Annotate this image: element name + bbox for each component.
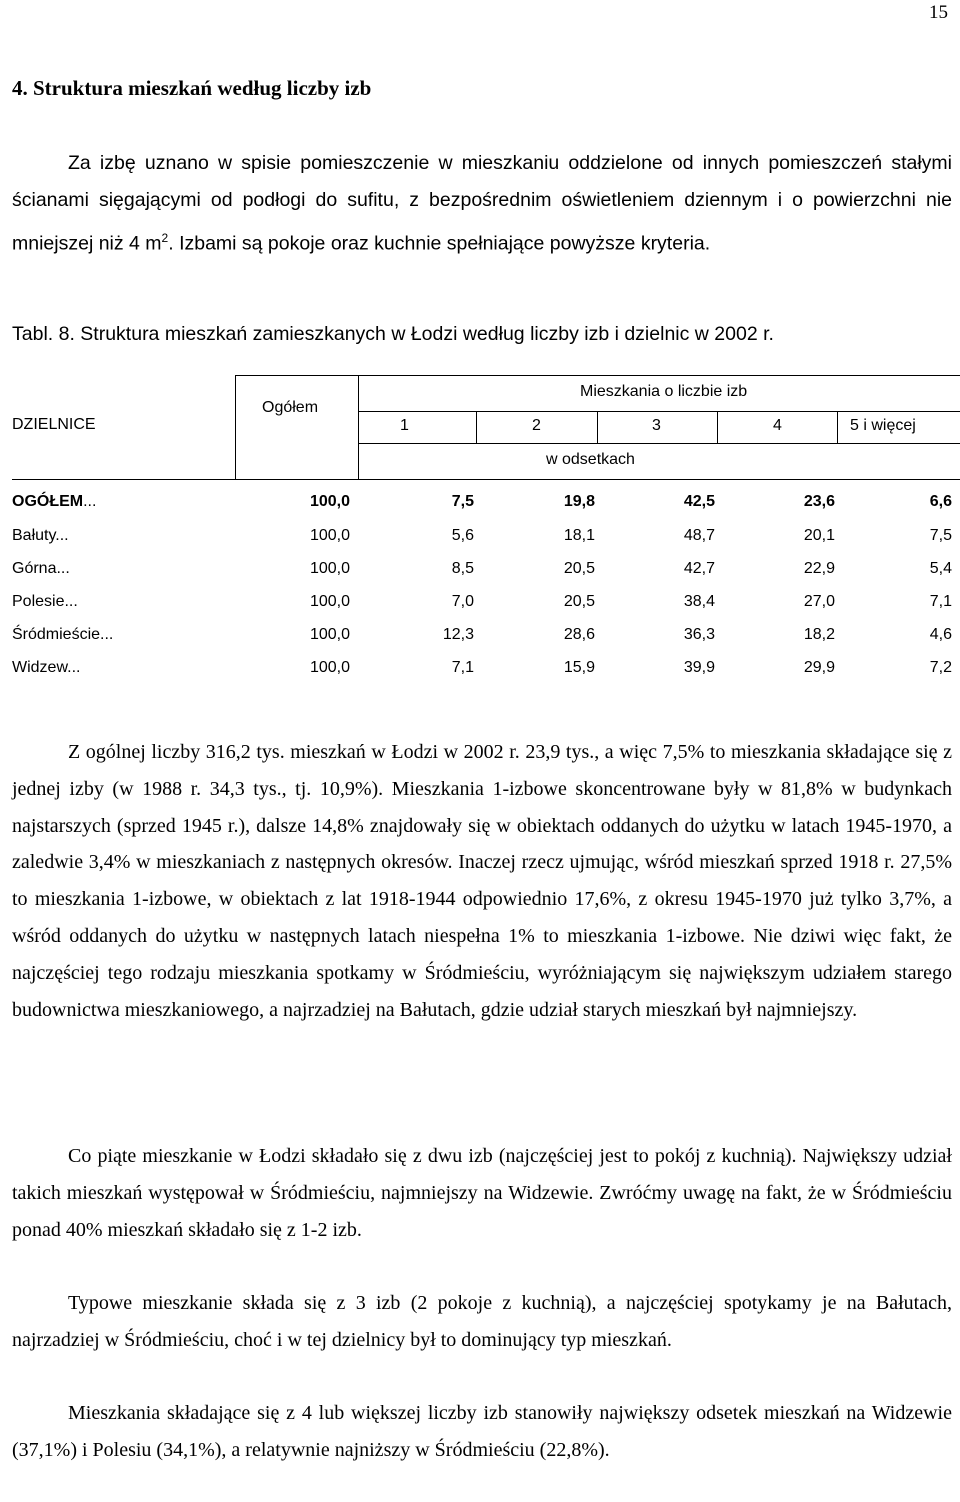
header-divider-6 bbox=[837, 411, 838, 443]
header-divider-3 bbox=[476, 411, 477, 443]
intro-text: Za izbę uznano w spisie pomieszczenie w mieszkaniu oddzielone od innych pomieszczeń stałymi ścianami sięgającymi od podłogi do sufitu, z bezpośrednim oświetleniem dziennym i o powierzchni nie mniejszej niż 4 m bbox=[12, 152, 952, 255]
body-paragraph-4: Mieszkania składające się z 4 lub większej liczby izb stanowiły największy odsetek mieszkań na Widzewie (37,1%) i Polesiu (34,1%), a relatywnie najniższy w Śródmieściu (22,8%). bbox=[12, 1402, 952, 1461]
row-name: Górna... bbox=[12, 560, 70, 577]
cell-rooms-4: 20,1 bbox=[803, 527, 835, 544]
cell-rooms-1: 5,6 bbox=[451, 527, 474, 544]
cell-rooms-1: 7,1 bbox=[451, 659, 474, 676]
header-district: DZIELNICE bbox=[12, 416, 96, 433]
header-rooms-2: 2 bbox=[532, 417, 541, 434]
cell-rooms-5-plus: 4,6 bbox=[929, 626, 952, 643]
table-row bbox=[12, 560, 960, 593]
rooms-structure-table bbox=[12, 375, 960, 690]
cell-rooms-4: 22,9 bbox=[803, 560, 835, 577]
header-rooms-5-plus: 5 i więcej bbox=[850, 417, 916, 434]
cell-rooms-1: 8,5 bbox=[451, 560, 474, 577]
row-name: OGÓŁEM... bbox=[12, 493, 97, 510]
cell-rooms-2: 19,8 bbox=[563, 493, 595, 510]
cell-rooms-5-plus: 5,4 bbox=[929, 560, 952, 577]
cell-rooms-1: 7,0 bbox=[451, 593, 474, 610]
table-top-rule bbox=[235, 375, 960, 376]
cell-total: 100,0 bbox=[309, 560, 350, 577]
cell-total: 100,0 bbox=[309, 493, 350, 510]
intro-paragraph bbox=[12, 145, 952, 262]
header-total: Ogółem bbox=[262, 399, 319, 416]
cell-rooms-5-plus: 6,6 bbox=[929, 493, 952, 510]
header-rooms-1: 1 bbox=[400, 417, 409, 434]
cell-rooms-2: 28,6 bbox=[563, 626, 595, 643]
cell-rooms-3: 42,5 bbox=[683, 493, 715, 510]
cell-rooms-5-plus: 7,5 bbox=[929, 527, 952, 544]
cell-rooms-1: 12,3 bbox=[442, 626, 474, 643]
header-rooms-3: 3 bbox=[652, 417, 661, 434]
cell-rooms-3: 48,7 bbox=[683, 527, 715, 544]
cell-rooms-2: 20,5 bbox=[563, 560, 595, 577]
page-number: 15 bbox=[929, 2, 948, 23]
cell-total: 100,0 bbox=[309, 527, 350, 544]
table-row-total bbox=[12, 493, 960, 526]
header-rooms-4: 4 bbox=[773, 417, 782, 434]
cell-rooms-1: 7,5 bbox=[451, 493, 474, 510]
intro-superscript: 2 bbox=[161, 230, 169, 245]
cell-rooms-3: 39,9 bbox=[683, 659, 715, 676]
cell-rooms-2: 20,5 bbox=[563, 593, 595, 610]
group-rule bbox=[358, 411, 960, 412]
row-name: Śródmieście... bbox=[12, 626, 114, 643]
intro-text-end: . Izbami są pokoje oraz kuchnie spełniające powyższe kryteria. bbox=[168, 232, 711, 255]
table-caption: Tabl. 8. Struktura mieszkań zamieszkanych w Łodzi według liczby izb i dzielnic w 2002 r. bbox=[12, 323, 774, 345]
cell-rooms-2: 18,1 bbox=[563, 527, 595, 544]
row-name: Bałuty... bbox=[12, 527, 69, 544]
cell-rooms-4: 29,9 bbox=[803, 659, 835, 676]
cell-rooms-4: 27,0 bbox=[803, 593, 835, 610]
header-group: Mieszkania o liczbie izb bbox=[580, 383, 748, 400]
section-heading: 4. Struktura mieszkań według liczby izb bbox=[12, 76, 372, 100]
table-row bbox=[12, 527, 960, 560]
row-name: Widzew... bbox=[12, 659, 81, 676]
table-row bbox=[12, 593, 960, 626]
cell-rooms-3: 36,3 bbox=[683, 626, 715, 643]
table-row bbox=[12, 659, 960, 692]
body-paragraph-1: Z ogólnej liczby 316,2 tys. mieszkań w Łodzi w 2002 r. 23,9 tys., a więc 7,5% to mieszkania składające się z jednej izby (w 1988 r. 34,3 tys., tj. 10,9%). Mieszkania 1-izbowe skoncentrowane były w 81,8% w budynkach najstarszych (sprzed 1945 r.), dalsze 14,8% znajdowały się w obiektach oddanych do użytku w latach 1945-1970, a zaledwie 3,4% w mieszkaniach z następnych okresów. Inaczej rzecz ujmując, wśród mieszkań sprzed 1918 r. 27,5% to mieszkania 1-izbowe, w obiektach z lat 1918-1944 odpowiednio 17,6%, z okresu 1945-1970 już tylko 3,7%, a wśród oddanych do użytku w następnych latach niespełna 1% to mieszkania 1-izbowe. Nie dziwi więc fakt, że najczęściej tego rodzaju mieszkania spotkamy w Śródmieściu, wyróżniającym się największym udziałem starego budownictwa mieszkaniowego, a najrzadziej na Bałutach, gdzie udział starych mieszkań był najmniejszy. bbox=[12, 741, 952, 1021]
header-bottom-rule bbox=[12, 479, 960, 480]
header-divider-5 bbox=[717, 411, 718, 443]
subheader-rule bbox=[358, 443, 960, 444]
cell-total: 100,0 bbox=[309, 659, 350, 676]
cell-total: 100,0 bbox=[309, 593, 350, 610]
cell-rooms-4: 23,6 bbox=[803, 493, 835, 510]
cell-rooms-5-plus: 7,1 bbox=[929, 593, 952, 610]
table-row bbox=[12, 626, 960, 659]
body-paragraph-3: Typowe mieszkanie składa się z 3 izb (2 pokoje z kuchnią), a najczęściej spotykamy je na Bałutach, najrzadziej w Śródmieściu, choć i w tej dzielnicy był to dominujący typ mieszkań. bbox=[12, 1292, 952, 1351]
cell-total: 100,0 bbox=[309, 626, 350, 643]
cell-rooms-3: 42,7 bbox=[683, 560, 715, 577]
cell-rooms-3: 38,4 bbox=[683, 593, 715, 610]
header-divider-4 bbox=[597, 411, 598, 443]
cell-rooms-2: 15,9 bbox=[563, 659, 595, 676]
cell-rooms-4: 18,2 bbox=[803, 626, 835, 643]
row-name: Polesie... bbox=[12, 593, 78, 610]
header-unit: w odsetkach bbox=[546, 451, 635, 468]
body-paragraph-2: Co piąte mieszkanie w Łodzi składało się z dwu izb (najczęściej jest to pokój z kuchnią). Największy udział takich mieszkań występował w Śródmieściu, najmniejszy na Widzewie. Zwróćmy uwagę na fakt, że w Śródmieściu ponad 40% mieszkań składało się z 1-2 izb. bbox=[12, 1145, 952, 1241]
header-divider-1 bbox=[235, 375, 236, 479]
cell-rooms-5-plus: 7,2 bbox=[929, 659, 952, 676]
header-divider-2 bbox=[358, 375, 359, 479]
